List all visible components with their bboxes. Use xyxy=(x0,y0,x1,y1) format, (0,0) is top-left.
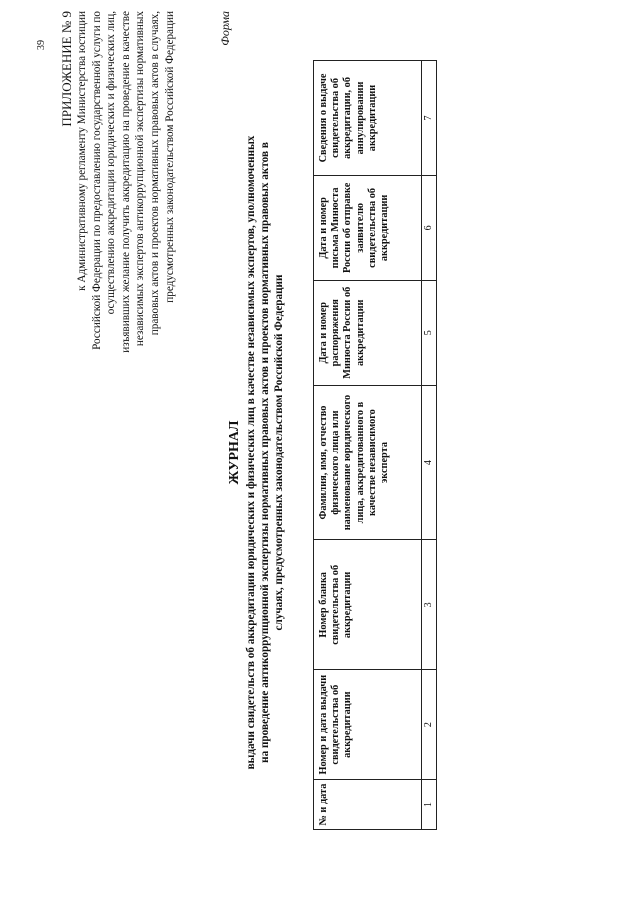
journal-subtitle xyxy=(244,0,286,905)
column-number: 1 xyxy=(422,780,437,830)
register-table xyxy=(313,60,437,830)
journal-title: ЖУРНАЛ xyxy=(227,420,242,485)
appendix-line: к Административному регламенту Министерства юстиции xyxy=(76,11,88,291)
column-header-letter-date-number: Дата и номер письма Минюста России об отправке заявителю свидетельства об аккредитации xyxy=(314,175,422,280)
column-number: 6 xyxy=(422,175,437,280)
column-header-order-date-number: Дата и номер распоряжения Минюста России об аккредитации xyxy=(314,280,422,385)
column-number: 5 xyxy=(422,280,437,385)
column-header-issuance-info: Сведения о выдаче свидетельства об аккредитации, об аннулировании аккредитации xyxy=(314,61,422,176)
appendix-block xyxy=(58,11,177,569)
table-number-row xyxy=(422,61,437,830)
appendix-title: ПРИЛОЖЕНИЕ № 9 xyxy=(59,11,74,127)
appendix-line: осуществлению аккредитации юридических и физических лиц, xyxy=(105,11,118,315)
journal-subtitle-line: выдачи свидетельств об аккредитации юридических и физических лиц в качестве независимых экспертов, уполномоченных xyxy=(245,135,257,770)
column-number: 2 xyxy=(422,670,437,780)
appendix-line: независимых экспертов антикоррупционной экспертизы нормативных xyxy=(134,11,147,347)
column-header-blank-number: Номер бланка свидетельства об аккредитации xyxy=(314,540,422,670)
journal-subtitle-line: на проведение антикоррупционной экспертизы нормативных правовых актов и проектов нормативных правовых актов в xyxy=(259,142,271,763)
page-number: 39 xyxy=(36,40,47,50)
journal-heading xyxy=(226,0,286,905)
column-header-number-date: № и дата xyxy=(314,780,422,830)
appendix-line: Российской Федерации по предоставлению государственной услуги по xyxy=(90,11,103,350)
column-number: 3 xyxy=(422,540,437,670)
column-number: 4 xyxy=(422,385,437,540)
form-label: Форма xyxy=(218,11,232,46)
appendix-line: изъявивших желание получить аккредитацию на проведение в качестве xyxy=(119,11,132,353)
appendix-line: правовых актов и проектов нормативных правовых актов в случаях, xyxy=(148,11,161,336)
appendix-line: предусмотренных законодательством Российской Федерации xyxy=(163,11,176,303)
column-header-issue-number-date: Номер и дата выдачи свидетельства об аккредитации xyxy=(314,670,422,780)
table-header-row xyxy=(314,61,422,830)
column-number: 7 xyxy=(422,61,437,176)
journal-subtitle-line: случаях, предусмотренных законодательством Российской Федерации xyxy=(273,274,285,631)
column-header-accredited-person: Фамилия, имя, отчество физического лица или наименование юридического лица, аккредитованного в качестве независимого эксперта xyxy=(314,385,422,540)
